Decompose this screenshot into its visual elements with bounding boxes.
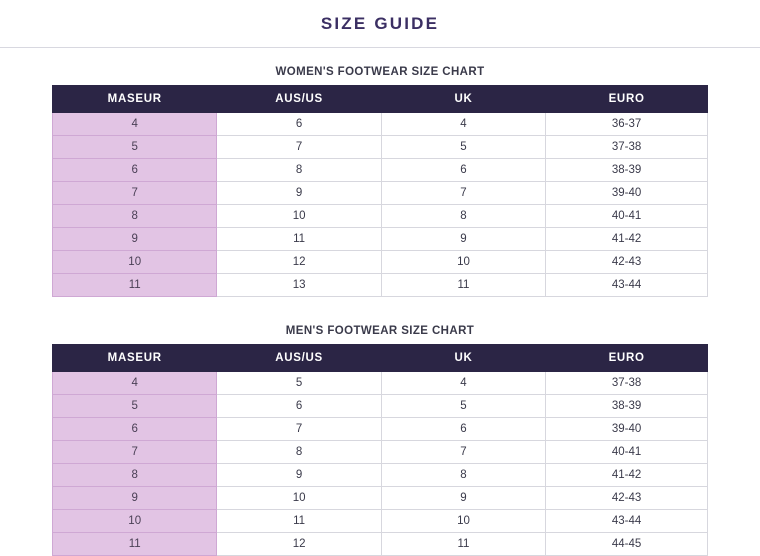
table-header-row [53, 345, 708, 372]
cell-maseur: 7 [53, 441, 217, 464]
table-row [53, 533, 708, 556]
table-row [53, 136, 708, 159]
column-header-euro: EURO [546, 86, 708, 113]
cell-ausus: 10 [217, 487, 381, 510]
table-row [53, 251, 708, 274]
cell-uk: 11 [381, 274, 545, 297]
cell-uk: 4 [381, 113, 545, 136]
cell-maseur: 4 [53, 113, 217, 136]
cell-euro: 38-39 [546, 395, 708, 418]
column-header-uk: UK [381, 345, 545, 372]
table-row [53, 228, 708, 251]
cell-uk: 6 [381, 418, 545, 441]
womens-size-section [52, 66, 708, 297]
cell-maseur: 10 [53, 510, 217, 533]
cell-ausus: 12 [217, 251, 381, 274]
cell-euro: 41-42 [546, 228, 708, 251]
cell-ausus: 13 [217, 274, 381, 297]
cell-ausus: 12 [217, 533, 381, 556]
cell-maseur: 9 [53, 228, 217, 251]
table-row [53, 159, 708, 182]
cell-ausus: 6 [217, 113, 381, 136]
cell-maseur: 8 [53, 464, 217, 487]
column-header-maseur: MASEUR [53, 86, 217, 113]
cell-uk: 5 [381, 136, 545, 159]
cell-maseur: 11 [53, 274, 217, 297]
cell-uk: 8 [381, 464, 545, 487]
cell-uk: 5 [381, 395, 545, 418]
cell-maseur: 10 [53, 251, 217, 274]
cell-euro: 38-39 [546, 159, 708, 182]
cell-euro: 37-38 [546, 136, 708, 159]
womens-chart-caption: WOMEN'S FOOTWEAR SIZE CHART [275, 66, 485, 78]
cell-uk: 10 [381, 251, 545, 274]
cell-uk: 9 [381, 228, 545, 251]
cell-euro: 44-45 [546, 533, 708, 556]
cell-maseur: 9 [53, 487, 217, 510]
table-row [53, 510, 708, 533]
table-row [53, 464, 708, 487]
cell-ausus: 11 [217, 228, 381, 251]
cell-maseur: 11 [53, 533, 217, 556]
table-header-row [53, 86, 708, 113]
cell-maseur: 6 [53, 159, 217, 182]
cell-uk: 7 [381, 182, 545, 205]
cell-ausus: 9 [217, 464, 381, 487]
column-header-euro: EURO [546, 345, 708, 372]
table-row [53, 372, 708, 395]
cell-uk: 9 [381, 487, 545, 510]
cell-uk: 4 [381, 372, 545, 395]
cell-ausus: 9 [217, 182, 381, 205]
cell-uk: 7 [381, 441, 545, 464]
cell-maseur: 7 [53, 182, 217, 205]
cell-maseur: 4 [53, 372, 217, 395]
column-header-uk: UK [381, 86, 545, 113]
cell-ausus: 8 [217, 441, 381, 464]
cell-uk: 8 [381, 205, 545, 228]
table-row [53, 441, 708, 464]
mens-chart-caption: MEN'S FOOTWEAR SIZE CHART [285, 325, 475, 337]
cell-maseur: 6 [53, 418, 217, 441]
cell-uk: 11 [381, 533, 545, 556]
cell-euro: 39-40 [546, 182, 708, 205]
table-row [53, 395, 708, 418]
cell-euro: 43-44 [546, 510, 708, 533]
table-row [53, 487, 708, 510]
cell-euro: 39-40 [546, 418, 708, 441]
table-row [53, 182, 708, 205]
cell-ausus: 11 [217, 510, 381, 533]
page-title: SIZE GUIDE [320, 14, 440, 33]
cell-euro: 42-43 [546, 251, 708, 274]
cell-uk: 10 [381, 510, 545, 533]
cell-maseur: 8 [53, 205, 217, 228]
cell-ausus: 10 [217, 205, 381, 228]
cell-ausus: 8 [217, 159, 381, 182]
mens-size-table [52, 344, 708, 556]
table-row [53, 113, 708, 136]
cell-euro: 40-41 [546, 205, 708, 228]
column-header-ausus: AUS/US [217, 86, 381, 113]
cell-ausus: 6 [217, 395, 381, 418]
cell-euro: 36-37 [546, 113, 708, 136]
cell-ausus: 7 [217, 136, 381, 159]
column-header-maseur: MASEUR [53, 345, 217, 372]
column-header-ausus: AUS/US [217, 345, 381, 372]
title-divider [0, 47, 760, 48]
cell-ausus: 5 [217, 372, 381, 395]
table-row [53, 205, 708, 228]
cell-euro: 37-38 [546, 372, 708, 395]
womens-size-table [52, 85, 708, 297]
mens-size-section [52, 325, 708, 556]
cell-euro: 43-44 [546, 274, 708, 297]
cell-euro: 42-43 [546, 487, 708, 510]
cell-ausus: 7 [217, 418, 381, 441]
cell-euro: 40-41 [546, 441, 708, 464]
cell-maseur: 5 [53, 136, 217, 159]
table-row [53, 418, 708, 441]
table-row [53, 274, 708, 297]
cell-maseur: 5 [53, 395, 217, 418]
cell-euro: 41-42 [546, 464, 708, 487]
cell-uk: 6 [381, 159, 545, 182]
